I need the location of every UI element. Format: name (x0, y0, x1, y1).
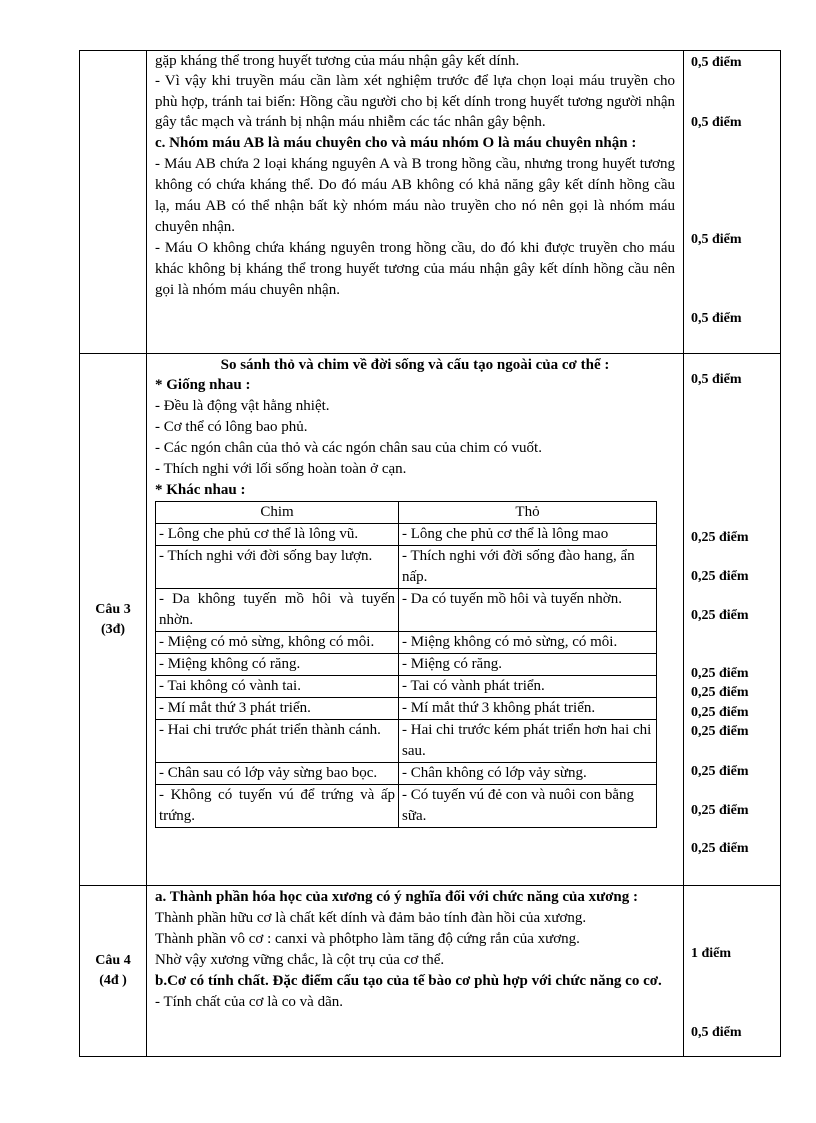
question-points: (4đ ) (99, 973, 127, 988)
comparison-table (155, 501, 657, 828)
table-row (80, 51, 781, 354)
score-label: 0,25 điểm (691, 530, 749, 545)
comparison-row (156, 546, 657, 589)
question-points: (3đ) (100, 621, 126, 637)
answer-sheet (79, 50, 756, 1057)
score-label: 0,25 điểm (691, 764, 749, 779)
rabbit-cell: - Miệng không có mỏ sừng, có môi. (399, 632, 657, 654)
bird-cell: - Lông che phủ cơ thể là lông vũ. (156, 524, 399, 546)
question-label: Câu 4 (95, 953, 131, 968)
comparison-row (156, 785, 657, 828)
bird-cell: - Da không tuyến mồ hôi và tuyến nhờn. (156, 589, 399, 632)
score-label: 0,25 điểm (691, 803, 749, 818)
answer-table (79, 50, 781, 1057)
rabbit-cell: - Thích nghi với đời sống đào hang, ẩn nấp. (399, 546, 657, 589)
list-item: - Thích nghi với lối sống hoàn toàn ở cạn. (155, 461, 407, 477)
score-label: 0,5 điểm (691, 115, 742, 130)
score-label: 0,25 điểm (691, 685, 749, 700)
same-heading: * Giống nhau : (155, 377, 251, 393)
rabbit-cell: - Hai chi trước kém phát triển hơn hai chi sau. (399, 720, 657, 763)
score-label: 0,5 điểm (691, 1025, 742, 1040)
bird-cell: - Miệng không có răng. (156, 654, 399, 676)
list-item: - Đều là động vật hằng nhiệt. (155, 398, 330, 414)
rabbit-cell: - Mí mắt thứ 3 không phát triển. (399, 698, 657, 720)
bird-cell: - Không có tuyến vú để trứng và ấp trứng. (156, 785, 399, 828)
question-cell (80, 354, 147, 886)
text-line: - Tính chất của cơ là co và dãn. (155, 994, 343, 1010)
score-label: 0,5 điểm (691, 55, 742, 70)
rabbit-cell: - Miệng có răng. (399, 654, 657, 676)
bird-cell: - Tai không có vành tai. (156, 676, 399, 698)
score-label: 0,25 điểm (691, 608, 749, 623)
text-line: gặp kháng thể trong huyết tương của máu nhận gây kết dính. (155, 53, 520, 69)
score-label: 0,5 điểm (691, 372, 742, 387)
table-row (80, 886, 781, 1057)
section-heading-c: c. Nhóm máu AB là máu chuyên cho và máu nhóm O là máu chuyên nhận : (155, 134, 637, 151)
score-cell (684, 354, 781, 886)
comparison-row (156, 589, 657, 632)
rabbit-cell: - Chân không có lớp vảy sừng. (399, 763, 657, 785)
answer-content (147, 354, 684, 886)
question-cell (80, 886, 147, 1057)
comparison-row (156, 632, 657, 654)
text-line: Thành phần hữu cơ là chất kết dính và đảm bảo tính đàn hồi của xương. (155, 910, 587, 926)
score-cell (684, 51, 781, 354)
list-item: - Các ngón chân của thỏ và các ngón chân sau của chim có vuốt. (155, 440, 542, 456)
score-label: 0,25 điểm (691, 841, 749, 856)
list-item: - Cơ thể có lông bao phủ. (155, 419, 308, 435)
diff-heading: * Khác nhau : (155, 482, 246, 498)
bird-cell: - Chân sau có lớp vảy sừng bao bọc. (156, 763, 399, 785)
text-line: Nhờ vậy xương vững chắc, là cột trụ của cơ thể. (155, 952, 445, 968)
bird-cell: - Mí mắt thứ 3 phát triển. (156, 698, 399, 720)
table-row (80, 354, 781, 886)
rabbit-cell: - Lông che phủ cơ thể là lông mao (399, 524, 657, 546)
text-paragraph-ab: - Máu AB chứa 2 loại kháng nguyên A và B trong hồng cầu, nhưng trong huyết tương không có chứa kháng thể. Do đó máu AB không có khả năng gây kết dính hồng cầu lạ, máu AB có thể nhận bất kỳ nhóm máu nào truyền cho nó nên gọi là nhóm máu chuyên nhận. (155, 155, 675, 235)
score-label: 0,25 điểm (691, 569, 749, 584)
rabbit-cell: - Tai có vành phát triển. (399, 676, 657, 698)
comparison-row (156, 676, 657, 698)
section-heading-a: a. Thành phần hóa học của xương có ý nghĩa đối với chức năng của xương : (155, 889, 639, 905)
score-label: 0,25 điểm (691, 666, 749, 681)
comparison-row (156, 720, 657, 763)
rabbit-cell: - Da có tuyến mồ hôi và tuyến nhờn. (399, 589, 657, 632)
score-label: 0,25 điểm (691, 705, 749, 720)
comparison-row (156, 654, 657, 676)
bird-cell: - Hai chi trước phát triển thành cánh. (156, 720, 399, 763)
text-paragraph-o: - Máu O không chứa kháng nguyên trong hồng cầu, do đó khi được truyền cho máu khác không bị kháng thể trong huyết tương của máu nhận gây kết dính hồng cầu nên gọi là nhóm máu chuyên nhận. (155, 239, 675, 298)
question-label: Câu 3 (95, 601, 131, 617)
score-label: 1 điểm (691, 946, 732, 961)
column-header-rabbit: Thỏ (399, 502, 657, 524)
score-label: 0,5 điểm (691, 232, 742, 247)
comparison-row (156, 524, 657, 546)
answer-content (147, 51, 684, 354)
section-heading-b: b.Cơ có tính chất. Đặc điểm cấu tạo của tế bào cơ phù hợp với chức năng co cơ. (155, 973, 662, 989)
text-line: Thành phần vô cơ : canxi và phôtpho làm tăng độ cứng rắn của xương. (155, 931, 580, 947)
section-title: So sánh thỏ và chim về đời sống và cấu tạo ngoài của cơ thể : (220, 357, 610, 373)
score-cell (684, 886, 781, 1057)
column-header-bird: Chim (156, 502, 399, 524)
answer-content (147, 886, 684, 1057)
comparison-row (156, 763, 657, 785)
comparison-row (156, 698, 657, 720)
score-label: 0,5 điểm (691, 311, 742, 326)
score-label: 0,25 điểm (691, 724, 749, 739)
rabbit-cell: - Có tuyến vú đẻ con và nuôi con bằng sữa. (399, 785, 657, 828)
bird-cell: - Thích nghi với đời sống bay lượn. (156, 546, 399, 589)
text-paragraph: - Vì vậy khi truyền máu cần làm xét nghiệm trước để lựa chọn loại máu truyền cho phù hợp, tránh tai biến: Hồng cầu người cho bị kết dính trong huyết tương người nhận gây tắc mạch và tránh bị nhận máu nhiễm các tác nhân gây bệnh. (155, 73, 675, 130)
question-cell-empty (80, 51, 147, 354)
bird-cell: - Miệng có mỏ sừng, không có môi. (156, 632, 399, 654)
